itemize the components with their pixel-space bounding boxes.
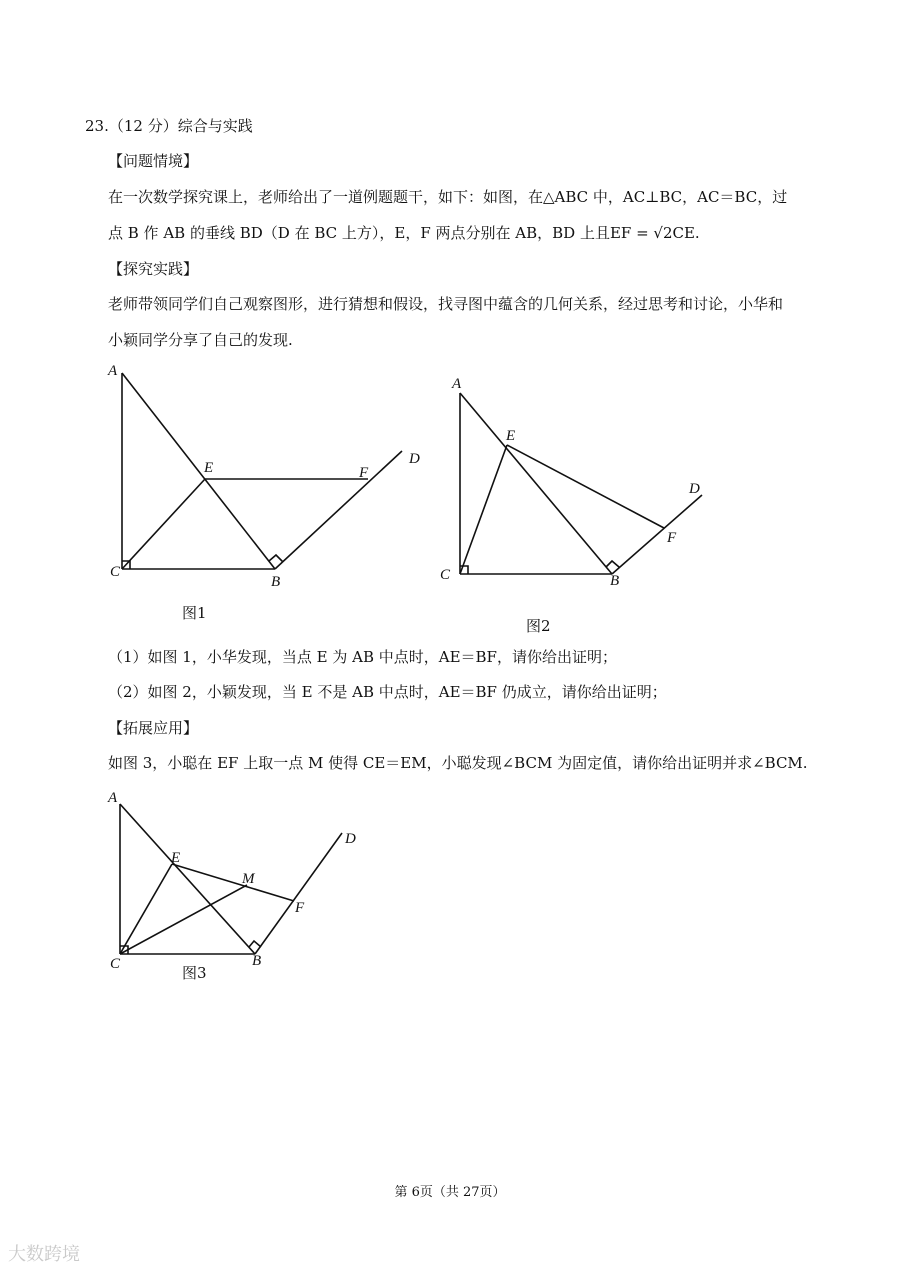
fig2-label-e: E bbox=[506, 428, 516, 444]
fig3-label-m: M bbox=[242, 871, 255, 887]
extend-line: 如图 3，小聪在 EF 上取一点 M 使得 CE＝EM，小聪发现∠BCM 为固定值，请你给出证明并求∠BCM. bbox=[108, 754, 808, 772]
fig3-label-d: D bbox=[345, 831, 356, 847]
explore-line-1: 老师带领同学们自己观察图形，进行猜想和假设，找寻图中蕴含的几何关系，经过思考和讨论，小华和 bbox=[108, 295, 784, 313]
section-title-explore: 【探究实践】 bbox=[108, 260, 199, 278]
fig1-label-f: F bbox=[359, 465, 369, 481]
fig1-label-a: A bbox=[108, 363, 118, 379]
part-1: （1）如图 1，小华发现，当点 E 为 AB 中点时，AE＝BF，请你给出证明； bbox=[108, 648, 617, 666]
figure-2-caption: 图2 bbox=[526, 617, 551, 635]
fig2-label-a: A bbox=[452, 376, 462, 392]
page-footer: 第 6页（共 27页） bbox=[394, 1185, 506, 1200]
figure-2 bbox=[430, 365, 720, 605]
fig3-label-c: C bbox=[110, 956, 121, 972]
figure-1 bbox=[100, 355, 430, 595]
section-title-problem: 【问题情境】 bbox=[108, 152, 199, 170]
fig3-label-e: E bbox=[171, 850, 181, 866]
explore-line-2: 小颖同学分享了自己的发现. bbox=[108, 331, 293, 349]
fig2-label-c: C bbox=[440, 567, 451, 583]
fig1-label-d: D bbox=[409, 451, 420, 467]
fig2-label-d: D bbox=[689, 481, 700, 497]
section-title-extend: 【拓展应用】 bbox=[108, 719, 199, 737]
part-2: （2）如图 2，小颖发现，当 E 不是 AB 中点时，AE＝BF 仍成立，请你给出证明； bbox=[108, 683, 667, 701]
question-header: 23.（12 分）综合与实践 bbox=[85, 117, 253, 135]
fig3-label-a: A bbox=[108, 790, 118, 806]
intro-line-2: 点 B 作 AB 的垂线 BD（D 在 BC 上方），E，F 两点分别在 AB，BD 上且EF = √2CE. bbox=[108, 224, 700, 242]
fig3-label-f: F bbox=[295, 900, 305, 916]
intro-line-1: 在一次数学探究课上，老师给出了一道例题题干，如下：如图，在△ABC 中，AC⊥BC，AC＝BC，过 bbox=[108, 188, 788, 206]
fig1-label-c: C bbox=[110, 564, 121, 580]
fig1-label-e: E bbox=[204, 460, 214, 476]
figure-3-caption: 图3 bbox=[182, 964, 207, 982]
fig2-label-b: B bbox=[610, 573, 620, 589]
fig3-label-b: B bbox=[252, 953, 262, 969]
fig1-label-b: B bbox=[271, 574, 281, 590]
figure-3 bbox=[100, 785, 370, 975]
watermark-logo: 大数跨境 bbox=[8, 1244, 80, 1265]
fig2-label-f: F bbox=[667, 530, 677, 546]
figure-1-caption: 图1 bbox=[182, 604, 207, 622]
